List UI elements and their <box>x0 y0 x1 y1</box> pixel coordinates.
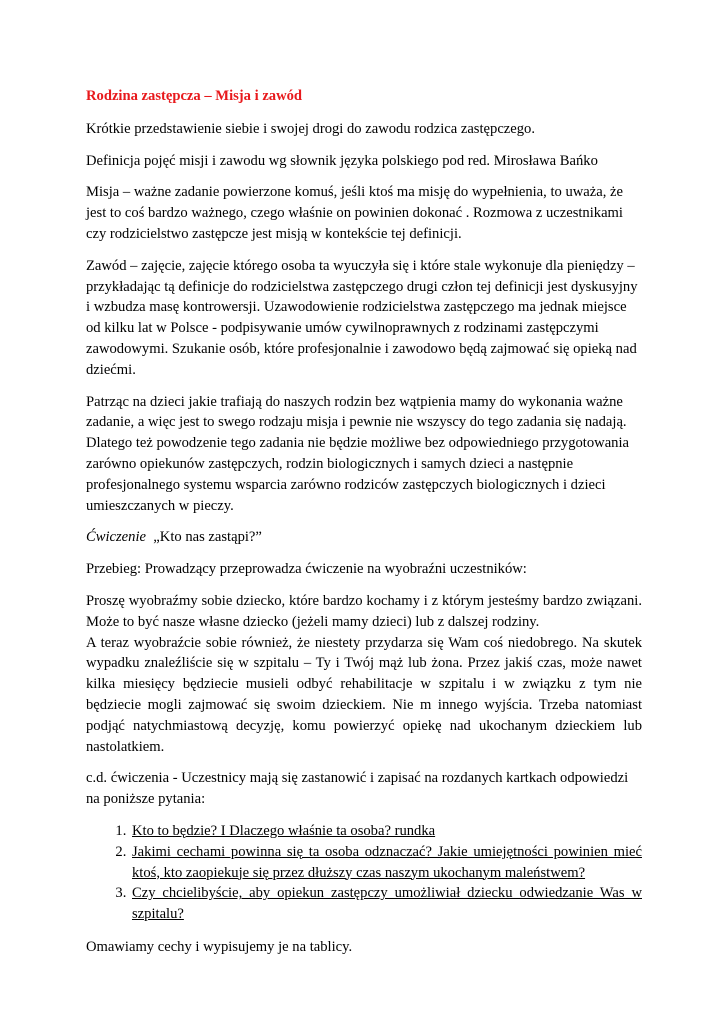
paragraph-a-teraz: A teraz wyobraźcie sobie również, że niestety przydarza się Wam coś niedobrego. Na skutek wypadku znaleźliście się w szpitalu – Ty i Twój mąż lub żona. Przez jakiś czas, może nawet kilka miesięcy będziecie musieli odbyć rehabilitacje w szpitalu i w związku z tym nie będziecie mogli zajmować się swoim dzieckiem. Nie m innego wyjścia. Trzeba natomiast podjąć natychmiastową decyzję, komu powierzyć opiekę nad ukochanym dzieckiem lub nastolatkiem. <box>86 634 642 755</box>
list-item <box>130 842 642 884</box>
exercise-heading <box>86 527 642 548</box>
paragraph-przebieg: Przebieg: Prowadzący przeprowadza ćwiczenie na wyobraźni uczestników: <box>86 561 527 578</box>
question-1: Kto to będzie? I Dlaczego właśnie ta osoba? rundka <box>132 822 436 839</box>
paragraph-prosze: Proszę wyobraźmy sobie dziecko, które bardzo kochamy i z którym jesteśmy bardzo związani. Może to być nasze własne dziecko (jeżeli mamy dzieci) lub z dalszej rodziny. <box>86 592 642 630</box>
list-item <box>130 883 642 925</box>
paragraph-definition: Definicja pojęć misji i zawodu wg słownik języka polskiego pod red. Mirosława Bańko <box>86 152 598 169</box>
paragraph-misja: Misja – ważne zadanie powierzone komuś, jeśli ktoś ma misję do wypełnienia, to uważa, że jest to coś bardzo ważnego, czego właśnie on powinien dokonać . Rozmowa z uczestnikami czy rodzicielstwo zastępcze jest misją w kontekście tej definicji. <box>86 184 623 242</box>
paragraph-patrzac: Patrząc na dzieci jakie trafiają do naszych rodzin bez wątpienia mamy do wykonania ważne zadanie, a więc jest to swego rodzaju misja i pewnie nie wszyscy do tego zadania się nadają. Dlatego też powodzenie tego zadania nie będzie możliwe bez odpowiedniego przygotowania zarówno opiekunów zastępczych, rodzin biologicznych i samych dzieci a następnie profesjonalnego systemu wsparcia zarówno rodziców zastępczych biologicznych i dzieci umieszczanych w pieczy. <box>86 393 629 514</box>
document-title: Rodzina zastępcza – Misja i zawód <box>86 88 303 104</box>
document-page <box>86 86 642 969</box>
exercise-label: Ćwiczenie <box>86 529 146 546</box>
questions-list <box>86 821 642 925</box>
paragraph-cd: c.d. ćwiczenia - Uczestnicy mają się zastanowić i zapisać na rozdanych kartkach odpowiedzi na poniższe pytania: <box>86 770 629 808</box>
paragraph-intro: Krótkie przedstawienie siebie i swojej drogi do zawodu rodzica zastępczego. <box>86 120 535 137</box>
paragraph-zawod: Zawód – zajęcie, zajęcie którego osoba ta wyuczyła się i które stale wykonuje dla pieniędzy – przykładając tą definicje do rodzicielstwa zastępczego drugi człon tej definicji jest dyskusyjny i wzbudza masę kontrowersji. Uzawodowienie rodzicielstwa zastępczego ma jednak miejsce od kilku lat w Polsce - podpisywanie umów cywilnoprawnych z rodzinami zastępczymi zawodowymi. Szukanie osób, które profesjonalnie i zawodowo będą zajmować się opieką nad dziećmi. <box>86 257 638 378</box>
list-item <box>130 821 642 842</box>
exercise-name: „Kto nas zastąpi?” <box>153 529 262 546</box>
paragraph-omawiamy: Omawiamy cechy i wypisujemy je na tablicy. <box>86 938 353 955</box>
question-2: Jakimi cechami powinna się ta osoba odznaczać? Jakie umiejętności powinien mieć ktoś, kto zaopiekuje się przez dłuższy czas naszym ukochanym maleństwem? <box>132 843 642 881</box>
question-3: Czy chcielibyście, aby opiekun zastępczy umożliwiał dziecku odwiedzanie Was w szpitalu? <box>132 885 642 923</box>
